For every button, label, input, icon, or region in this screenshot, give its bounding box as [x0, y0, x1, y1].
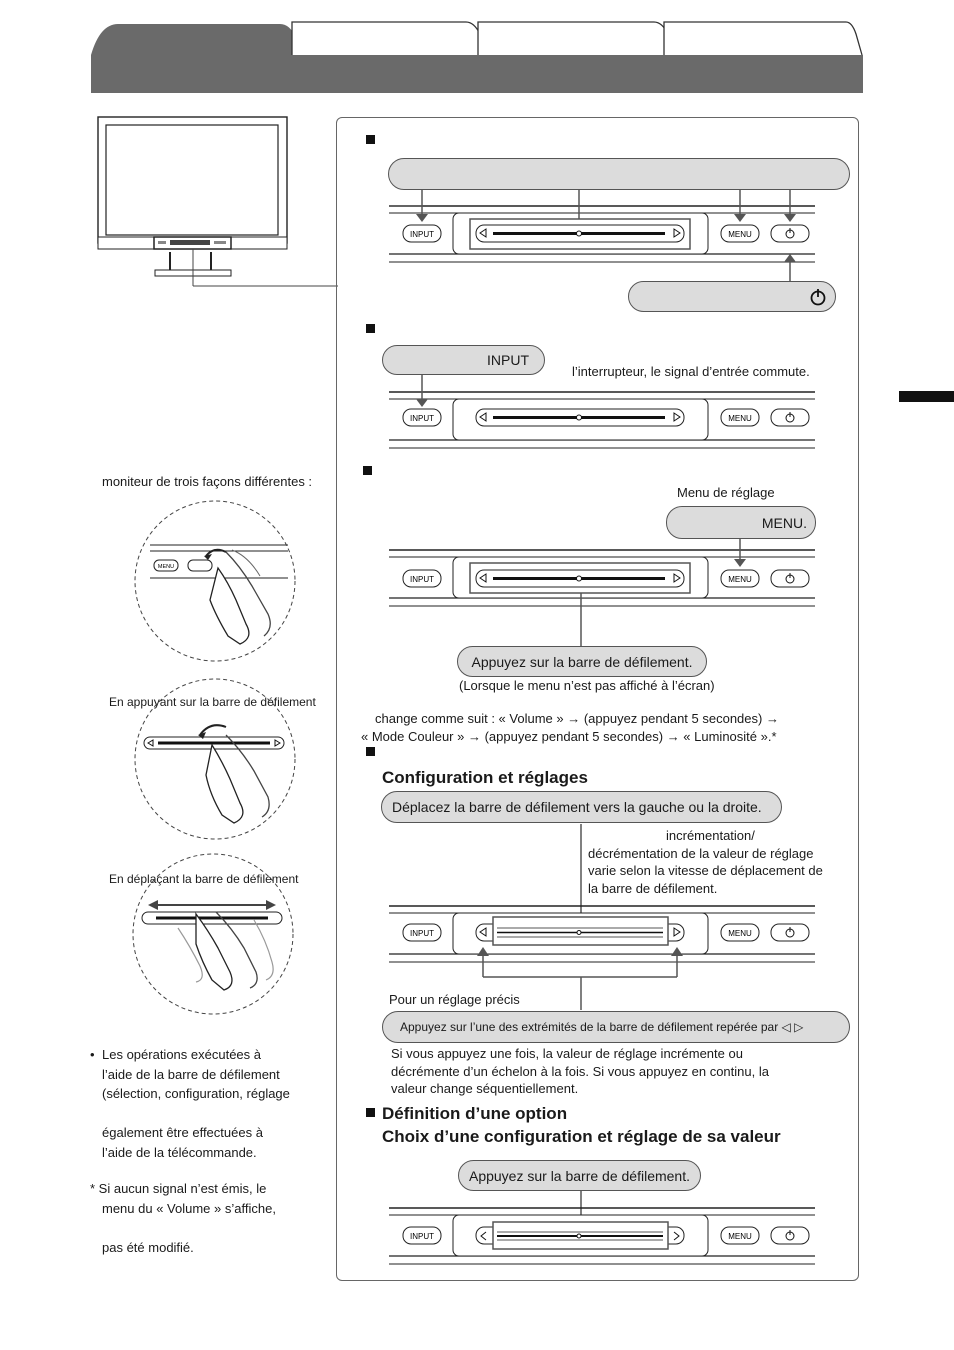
finger-slide-bar-illustration — [126, 850, 301, 1015]
speed-text: incrémentation/ décrémentation de la valeur de réglage varie selon la vitesse de déplacement de la barre de défilement. — [588, 828, 823, 896]
control-bar-5 — [385, 1190, 825, 1268]
svg-text:INPUT: INPUT — [410, 414, 434, 423]
finger-press-bar-illustration — [128, 675, 303, 840]
control-bar-3 — [385, 536, 825, 648]
caption-slide: En déplaçant la barre de défilement — [109, 872, 299, 886]
end-press-text: Si vous appuyez une fois, la valeur de réglage incrémente ou décrémente d’un échelon à la fois. Si vous appuyez en continu, la valeur change séquentiellement. — [391, 1046, 769, 1096]
precise-label: Pour un réglage précis — [389, 992, 520, 1007]
header-tabs — [0, 0, 954, 100]
note-remote: • Les opérations exécutées à l’aide de la barre de défilement (sélection, configuration, réglage également être effectuées à l’aide de la télécommande. — [90, 1047, 290, 1160]
power-button[interactable] — [771, 225, 809, 242]
tab-3 — [478, 22, 678, 55]
tab-2 — [292, 22, 490, 55]
power-icon — [809, 288, 827, 306]
menu-pill: MENU. — [666, 506, 816, 539]
input-switch-text: l’interrupteur, le signal d’entrée commute. — [572, 364, 810, 379]
control-bar-2 — [385, 374, 825, 454]
tab-active — [91, 24, 304, 55]
section-bullet — [366, 1108, 375, 1117]
move-bar-pill: Déplacez la barre de défilement vers la gauche ou la droite. — [381, 791, 782, 823]
svg-text:INPUT: INPUT — [410, 1232, 434, 1241]
svg-text:MENU: MENU — [728, 929, 752, 938]
input-pill: INPUT — [382, 345, 545, 375]
power-pill — [628, 281, 836, 312]
side-tab-mark — [899, 391, 954, 402]
three-ways-text: moniteur de trois façons différentes : — [102, 474, 313, 489]
section-bullet — [366, 135, 375, 144]
svg-text:MENU: MENU — [157, 564, 175, 570]
config-title: Configuration et réglages — [382, 768, 588, 787]
option-title: Définition d’une option — [382, 1104, 568, 1123]
end-press-pill: Appuyez sur l’une des extrémités de la barre de défilement repérée par ◁ ▷ — [382, 1011, 850, 1043]
svg-text:MENU: MENU — [728, 575, 752, 584]
control-bar-4 — [385, 822, 825, 1012]
menu-hidden-note: (Lorsque le menu n’est pas affiché à l’écran) — [459, 678, 715, 693]
section-bullet — [366, 324, 375, 333]
note-no-signal: * Si aucun signal n’est émis, le menu du « Volume » s’affiche, pas été modifié. — [90, 1181, 276, 1255]
monitor-illustration — [90, 112, 340, 292]
press-bar-pill: Appuyez sur la barre de défilement. — [457, 646, 707, 677]
section-bullet — [366, 747, 375, 756]
header-banner — [91, 55, 863, 93]
svg-text:MENU: MENU — [728, 230, 752, 239]
svg-text:MENU: MENU — [728, 414, 752, 423]
control-bar-1 — [385, 188, 825, 283]
tab-4 — [664, 22, 862, 55]
svg-text:INPUT: INPUT — [410, 575, 434, 584]
controls-pill — [388, 158, 850, 190]
caption-press: En appuyant sur la barre de défilement — [109, 695, 316, 709]
svg-text:MENU: MENU — [728, 1232, 752, 1241]
finger-press-button-illustration — [128, 496, 303, 666]
press-bar-pill-2: Appuyez sur la barre de défilement. — [458, 1160, 701, 1191]
svg-text:INPUT: INPUT — [410, 929, 434, 938]
menu-label: Menu de réglage — [677, 485, 775, 500]
svg-text:INPUT: INPUT — [410, 230, 434, 239]
section-bullet — [363, 466, 372, 475]
mode-change-text: change comme suit : « Volume » → (appuyez pendant 5 secondes) → « Mode Couleur » → (appuyez pendant 5 secondes) → « Luminosité ».* — [361, 711, 779, 744]
config-value-title: Choix d’une configuration et réglage de sa valeur — [382, 1127, 781, 1146]
